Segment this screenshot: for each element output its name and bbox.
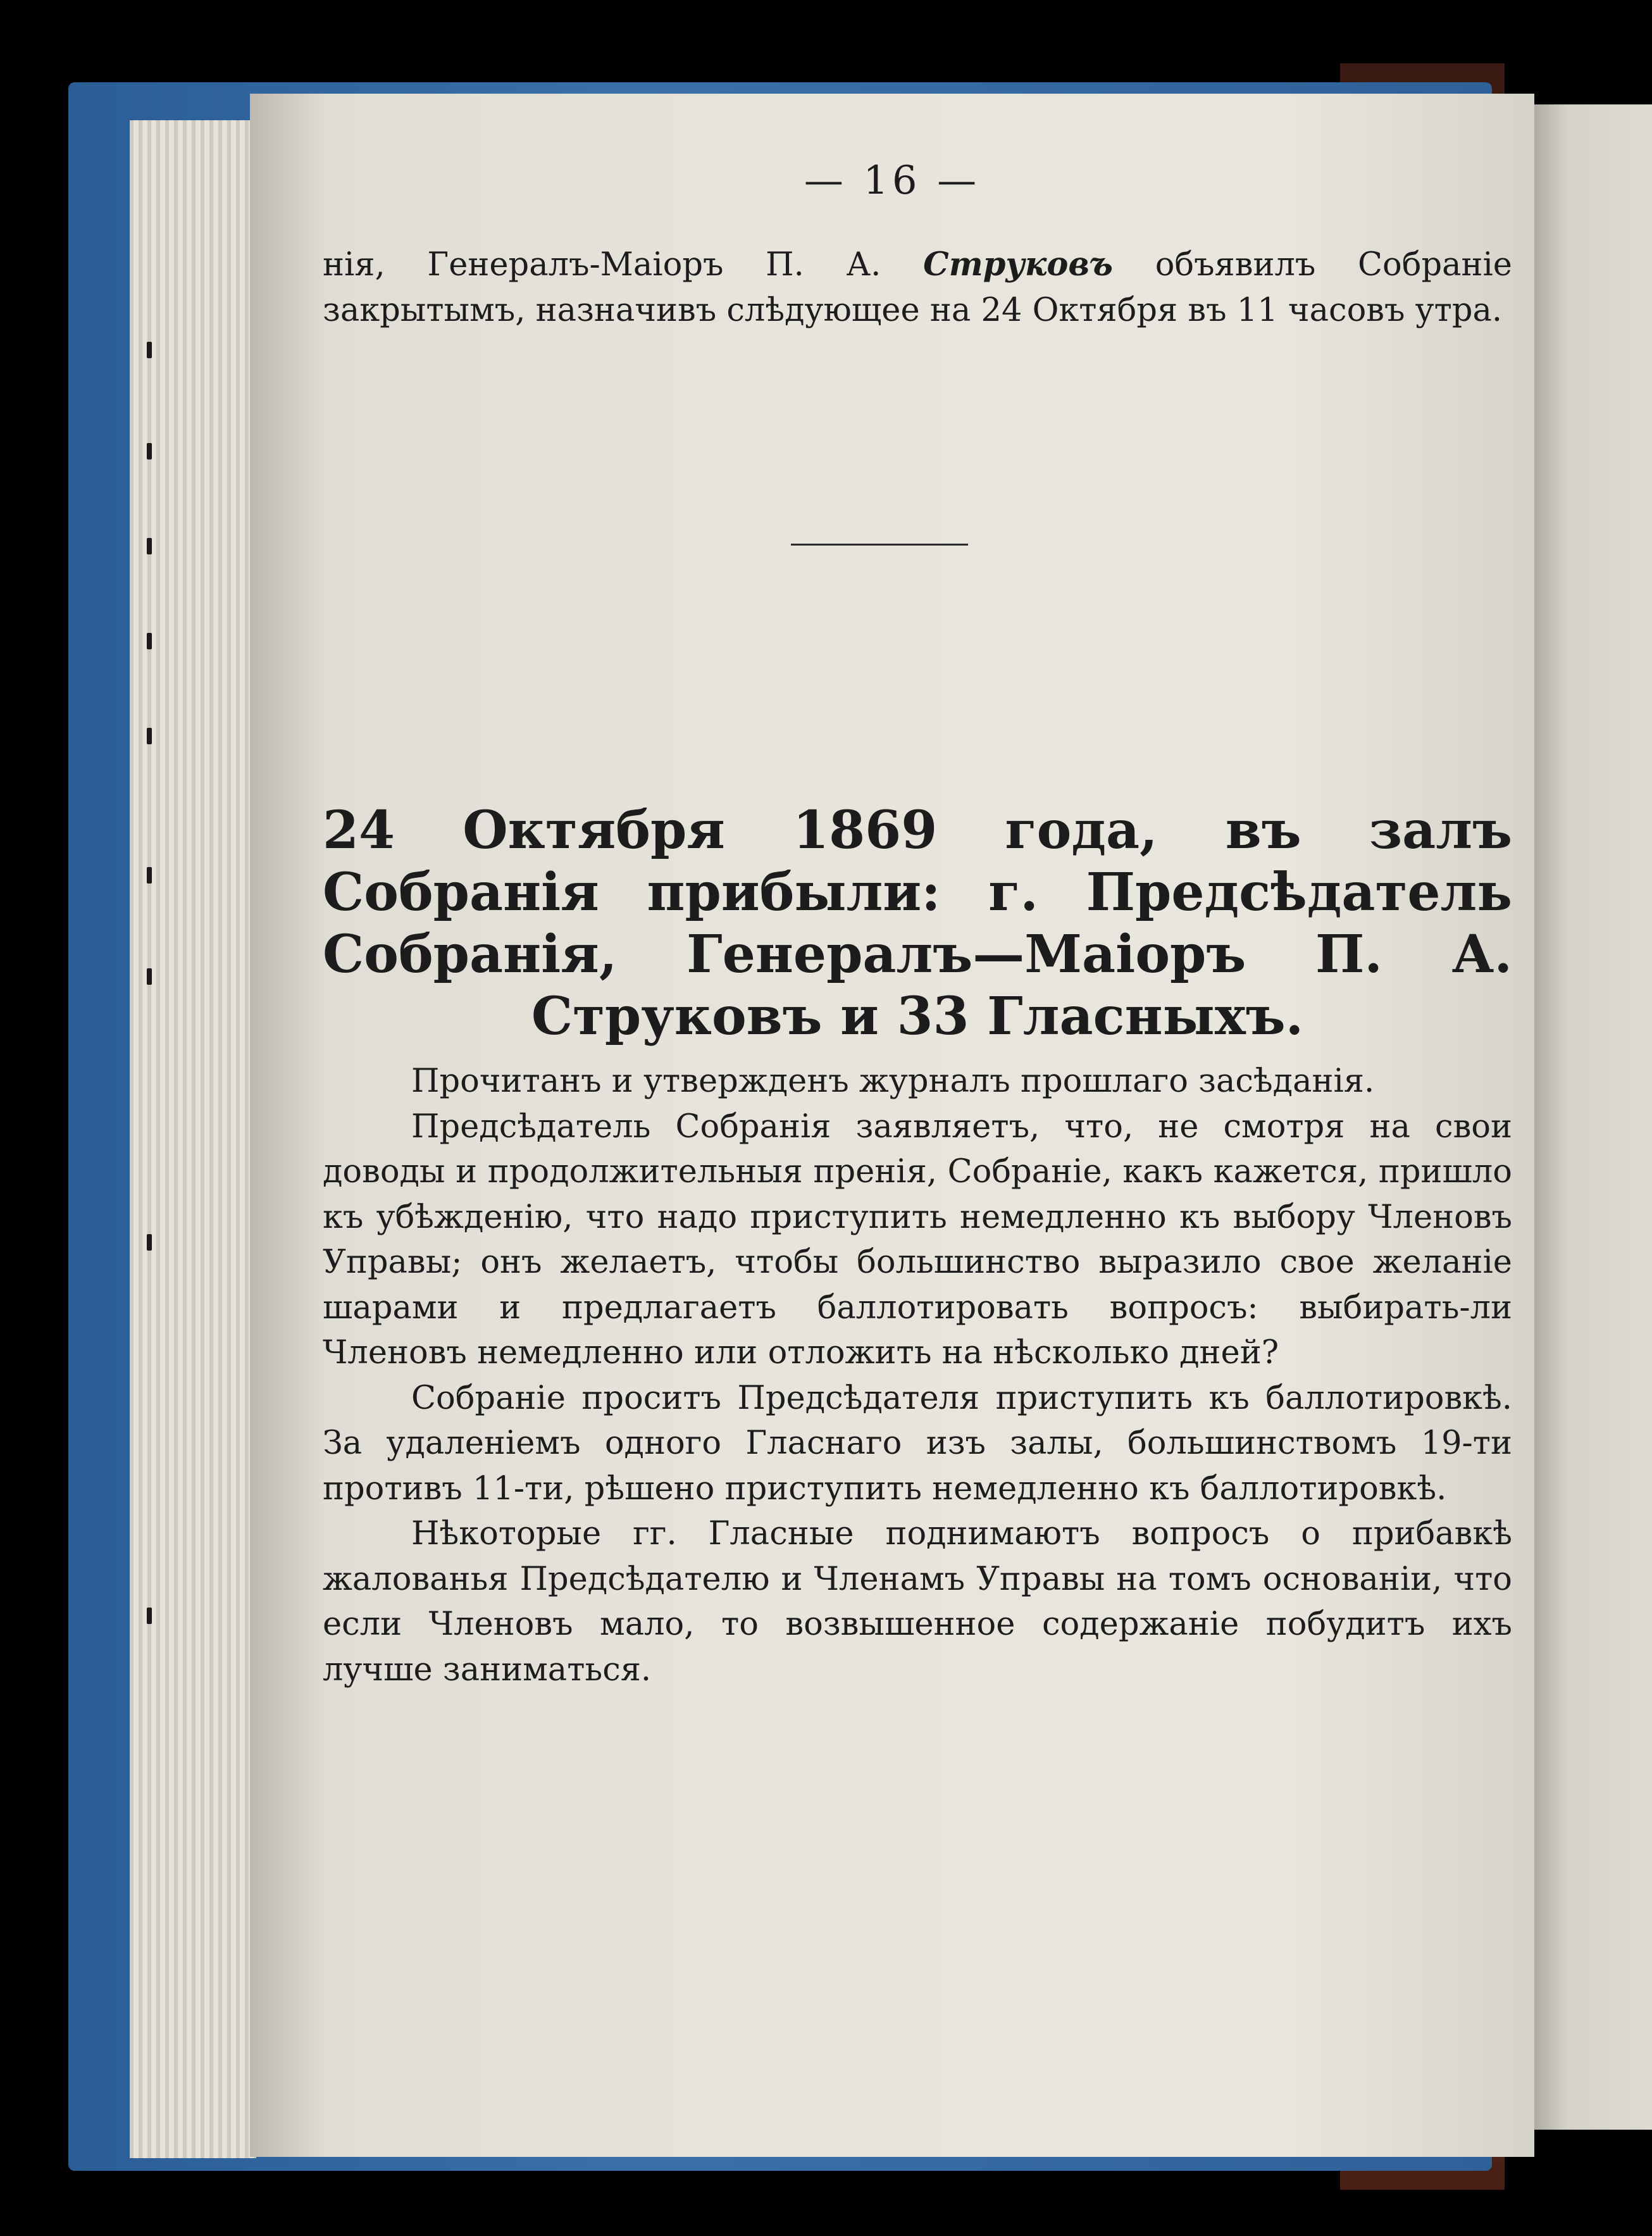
edge-mark bbox=[147, 867, 152, 884]
body-text bbox=[323, 1059, 1512, 1692]
paragraph: Собраніе проситъ Предсѣдателя приступить къ баллотировкѣ. За удаленіемъ одного Гласнаго изъ залы, большинствомъ 19-ти противъ 11-ти, рѣшено приступить немедленно къ баллотировкѣ. bbox=[323, 1379, 1512, 1508]
continuation-paragraph bbox=[323, 242, 1512, 333]
edge-mark bbox=[147, 728, 152, 744]
edge-mark bbox=[147, 968, 152, 985]
edge-mark bbox=[147, 1234, 152, 1251]
paragraph: Нѣкоторые гг. Гласные поднимаютъ вопросъ о прибавкѣ жалованья Предсѣдателю и Членамъ Управы на томъ основаніи, что если Членовъ мало, то возвышенное содержаніе побудитъ ихъ лучше заниматься. bbox=[323, 1515, 1512, 1689]
text-after-name: объявилъ Собраніе закрытымъ, назначивъ слѣдующее на 24 Октября въ 11 часовъ утра. bbox=[323, 246, 1512, 329]
section-divider bbox=[791, 544, 968, 546]
edge-mark bbox=[147, 1608, 152, 1624]
edge-mark bbox=[147, 443, 152, 459]
session-heading: 24 Октября 1869 года, въ залъ Собранія прибыли: г. Предсѣдатель Собранія, Генералъ—Маіоръ П. А. Струковъ и 33 Гласныхъ. bbox=[323, 800, 1512, 1047]
edge-mark bbox=[147, 633, 152, 649]
italic-name: Струковъ bbox=[923, 246, 1113, 284]
facing-page-edge bbox=[1531, 104, 1652, 2130]
edge-mark bbox=[147, 342, 152, 358]
thumb-index-marks bbox=[147, 316, 166, 1772]
book-page bbox=[250, 94, 1534, 2157]
edge-mark bbox=[147, 538, 152, 554]
continuation-text bbox=[323, 242, 1512, 333]
paragraph: Прочитанъ и утвержденъ журналъ прошлаго засѣданія. bbox=[411, 1063, 1375, 1100]
text-before-name: нія, Генералъ-Маіоръ П. А. bbox=[323, 246, 881, 284]
page-number: — 16 — bbox=[804, 157, 981, 203]
paragraph: Предсѣдатель Собранія заявляетъ, что, не смотря на свои доводы и продолжительныя пренія, Собраніе, какъ кажется, пришло къ убѣжденію, что надо приступить немедленно къ выбору Членовъ Управы; онъ желаетъ, чтобы большинство выразило свое желаніе шарами и предлагаетъ баллотировать вопросъ: выбирать-ли Членовъ немедленно или отложить на нѣсколько дней? bbox=[323, 1108, 1512, 1371]
